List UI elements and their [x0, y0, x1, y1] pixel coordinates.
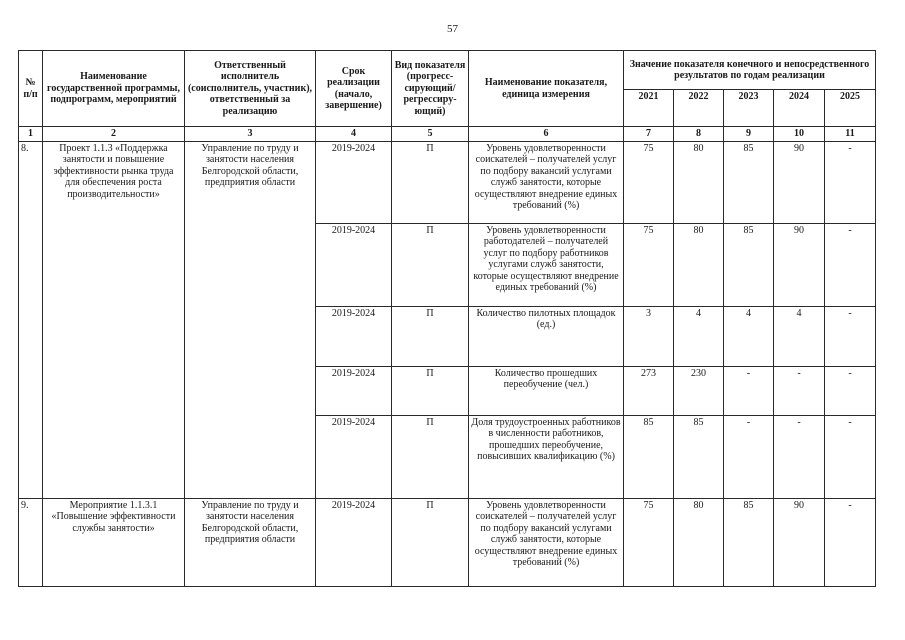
value-2023: -: [724, 366, 774, 415]
header-values-group: Значение показателя конечного и непосредственного результатов по годам реализации: [624, 51, 876, 90]
value-2022: 80: [674, 141, 724, 223]
column-number: 10: [774, 127, 825, 142]
header-year: 2024: [774, 90, 825, 127]
value-2023: 85: [724, 141, 774, 223]
value-2025: -: [825, 223, 876, 306]
header-year: 2021: [624, 90, 674, 127]
column-number: 6: [469, 127, 624, 142]
table-row: [19, 141, 876, 223]
value-2024: 90: [774, 223, 825, 306]
value-2022: 80: [674, 223, 724, 306]
value-2022: 80: [674, 498, 724, 586]
indicator-type: П: [392, 415, 469, 498]
column-number: 4: [316, 127, 392, 142]
column-number: 5: [392, 127, 469, 142]
header-year: 2025: [825, 90, 876, 127]
header-term: Срок реализации (начало, завершение): [316, 51, 392, 127]
value-2023: 85: [724, 498, 774, 586]
indicator-name: Доля трудоустроенных работников в численности работников, прошедших переобучение, повысивших квалификацию (%): [469, 415, 624, 498]
indicator-name: Уровень удовлетворенности соискателей – получателей услуг по подбору вакансий услугами служб занятости, которые осуществляют внедрение единых требований (%): [469, 498, 624, 586]
column-number: 7: [624, 127, 674, 142]
value-2021: 3: [624, 306, 674, 366]
value-2024: -: [774, 366, 825, 415]
table-row: [19, 498, 876, 586]
value-2024: 90: [774, 498, 825, 586]
value-2021: 273: [624, 366, 674, 415]
term: 2019-2024: [316, 498, 392, 586]
program-name: Проект 1.1.3 «Поддержка занятости и повышение эффективности рынка труда для обеспечения роста производительности»: [43, 141, 185, 498]
header-no: № п/п: [19, 51, 43, 127]
header-name: Наименование государственной программы, подпрограмм, мероприятий: [43, 51, 185, 127]
header-year: 2022: [674, 90, 724, 127]
value-2025: -: [825, 141, 876, 223]
indicator-name: Уровень удовлетворенности работодателей – получателей услуг по подбору работников услугами служб занятости, которые осуществляют внедрение единых требований (%): [469, 223, 624, 306]
indicator-type: П: [392, 223, 469, 306]
value-2024: -: [774, 415, 825, 498]
indicator-type: П: [392, 141, 469, 223]
indicators-table: [18, 50, 876, 587]
executor: Управление по труду и занятости населения Белгородской области, предприятия области: [185, 141, 316, 498]
term: 2019-2024: [316, 366, 392, 415]
header-type: Вид показателя (прогресс-сирующий/ регрессиру-ющий): [392, 51, 469, 127]
header-indicator: Наименование показателя, единица измерения: [469, 51, 624, 127]
column-number: 1: [19, 127, 43, 142]
value-2021: 75: [624, 223, 674, 306]
column-number: 8: [674, 127, 724, 142]
program-name: Мероприятие 1.1.3.1 «Повышение эффективности службы занятости»: [43, 498, 185, 586]
header-row-1: [19, 51, 876, 90]
term: 2019-2024: [316, 306, 392, 366]
term: 2019-2024: [316, 415, 392, 498]
column-number: 3: [185, 127, 316, 142]
header-year: 2023: [724, 90, 774, 127]
value-2022: 85: [674, 415, 724, 498]
value-2024: 4: [774, 306, 825, 366]
column-number: 2: [43, 127, 185, 142]
value-2021: 75: [624, 498, 674, 586]
executor: Управление по труду и занятости населения Белгородской области, предприятия области: [185, 498, 316, 586]
value-2023: -: [724, 415, 774, 498]
row-number: 9.: [19, 498, 43, 586]
column-number-row: [19, 127, 876, 142]
row-number: 8.: [19, 141, 43, 498]
column-number: 11: [825, 127, 876, 142]
value-2021: 85: [624, 415, 674, 498]
value-2022: 4: [674, 306, 724, 366]
value-2025: -: [825, 415, 876, 498]
indicator-name: Количество прошедших переобучение (чел.): [469, 366, 624, 415]
header-executor: Ответственный исполнитель (соисполнитель, участник), ответственный за реализацию: [185, 51, 316, 127]
value-2023: 85: [724, 223, 774, 306]
value-2025: -: [825, 306, 876, 366]
indicator-type: П: [392, 306, 469, 366]
indicator-name: Количество пилотных площадок (ед.): [469, 306, 624, 366]
value-2022: 230: [674, 366, 724, 415]
column-number: 9: [724, 127, 774, 142]
term: 2019-2024: [316, 141, 392, 223]
value-2025: -: [825, 498, 876, 586]
value-2023: 4: [724, 306, 774, 366]
value-2021: 75: [624, 141, 674, 223]
indicator-type: П: [392, 366, 469, 415]
indicator-type: П: [392, 498, 469, 586]
term: 2019-2024: [316, 223, 392, 306]
page-number: 57: [447, 23, 458, 35]
value-2025: -: [825, 366, 876, 415]
indicator-name: Уровень удовлетворенности соискателей – получателей услуг по подбору вакансий услугами служб занятости, которые осуществляют внедрение единых требований (%): [469, 141, 624, 223]
value-2024: 90: [774, 141, 825, 223]
